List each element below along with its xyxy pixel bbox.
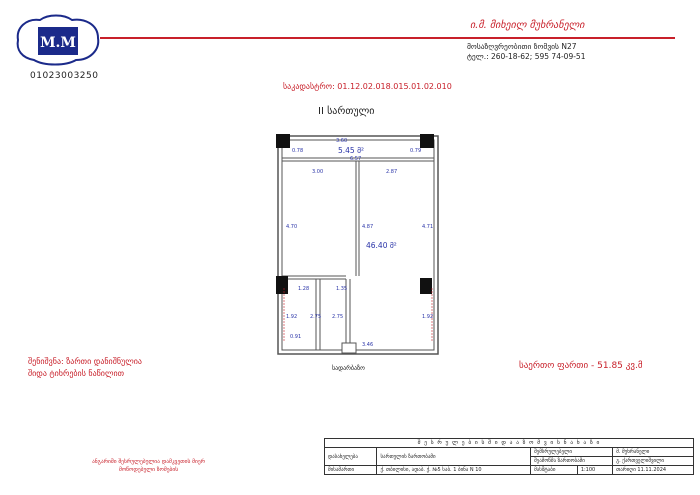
cadastral-code: საკადასტრო: 01.12.02.018.015.01.02.010 xyxy=(283,82,452,91)
note-line-2: შიდა ტიხრების ნაწილით xyxy=(28,369,125,378)
dim-left-top: 0.78 xyxy=(292,148,304,154)
address-value: ქ. თბილისი, ადაბ. ქ. №5 საბ. 1 ბინა N 10 xyxy=(377,466,531,475)
footnote xyxy=(92,458,205,474)
dim-lower-left: 1.92 xyxy=(286,314,298,320)
registry-code: 01023003250 xyxy=(30,71,99,81)
header-divider xyxy=(100,37,675,39)
dim-height-mid: 4.87 xyxy=(362,224,374,230)
executed-label: შემსრულებელი xyxy=(531,448,613,457)
dim-corridor-a: 2.75 xyxy=(310,314,322,320)
dim-height-right: 4.71 xyxy=(422,224,434,230)
object-label: დასახელება xyxy=(325,448,377,466)
dim-hall-mid: 1.35 xyxy=(336,286,348,292)
total-area: საერთო ფართი - 51.85 კვ.მ xyxy=(519,361,643,371)
balcony-area: 5.45 მ² xyxy=(338,146,365,155)
date-value: 11.11.2024 xyxy=(637,467,667,473)
title-block xyxy=(324,438,694,475)
dim-corridor-b: 2.75 xyxy=(332,314,344,320)
date-label: თარიღი xyxy=(616,467,636,473)
dim-right-top: 0.79 xyxy=(410,148,422,154)
note-left xyxy=(28,356,142,380)
floor-title: II სართული xyxy=(318,106,375,117)
dim-height-left: 4.70 xyxy=(286,224,298,230)
title-block-header: შ ე ს რ უ ლ ე ბ ი ს შ ი დ ა ა ზ ო მ ვ ი ს ნ ა ხ ა ზ ი xyxy=(325,439,694,448)
dim-top: 3.60 xyxy=(336,138,348,144)
dim-room-left: 3.00 xyxy=(312,169,324,175)
dim-bottom-left: 0.91 xyxy=(290,334,302,340)
floor-plan xyxy=(270,128,445,376)
surveyor-license: მოსაზღვრეობითი ზომვის N27 xyxy=(467,42,577,51)
scale-label: მასშტაბი xyxy=(531,466,578,475)
dim-bottom: 3.46 xyxy=(362,342,374,348)
dim-lower-right: 1.92 xyxy=(422,314,434,320)
logo-text: M.M xyxy=(40,35,76,51)
footnote-line-1: ანგარიში შესრულებულია დამკვეთის მიერ xyxy=(92,459,206,465)
executed-value: მ. მუხრანელი xyxy=(613,448,694,457)
room-area: 46.40 მ² xyxy=(366,241,397,250)
checked-value: გ. ქართველიშვილი xyxy=(613,457,694,466)
date-cell xyxy=(613,466,694,475)
address-label: მისამართი xyxy=(325,466,377,475)
object-value: სართულის ზართობამი xyxy=(377,448,531,466)
surveyor-phones: ტელ.: 260-18-62; 595 74-09-51 xyxy=(467,52,586,61)
checked-label: შეამოწმა ზართობამი xyxy=(531,457,613,466)
surveyor-name: ი.მ. მიხეილ მუხრანელი xyxy=(470,20,585,31)
dim-room-right: 2.87 xyxy=(386,169,398,175)
dim-hall-left: 1.28 xyxy=(298,286,310,292)
company-logo xyxy=(14,10,102,68)
scale-value: 1:100 xyxy=(577,466,612,475)
note-line-1: შენიშვნა: ზართი დანიშნულია xyxy=(28,357,142,366)
dim-width: 6.57 xyxy=(350,156,362,162)
footnote-line-2: მოწოდებული ზომების xyxy=(118,467,179,473)
entrance-label: სადარბაზო xyxy=(332,365,365,372)
